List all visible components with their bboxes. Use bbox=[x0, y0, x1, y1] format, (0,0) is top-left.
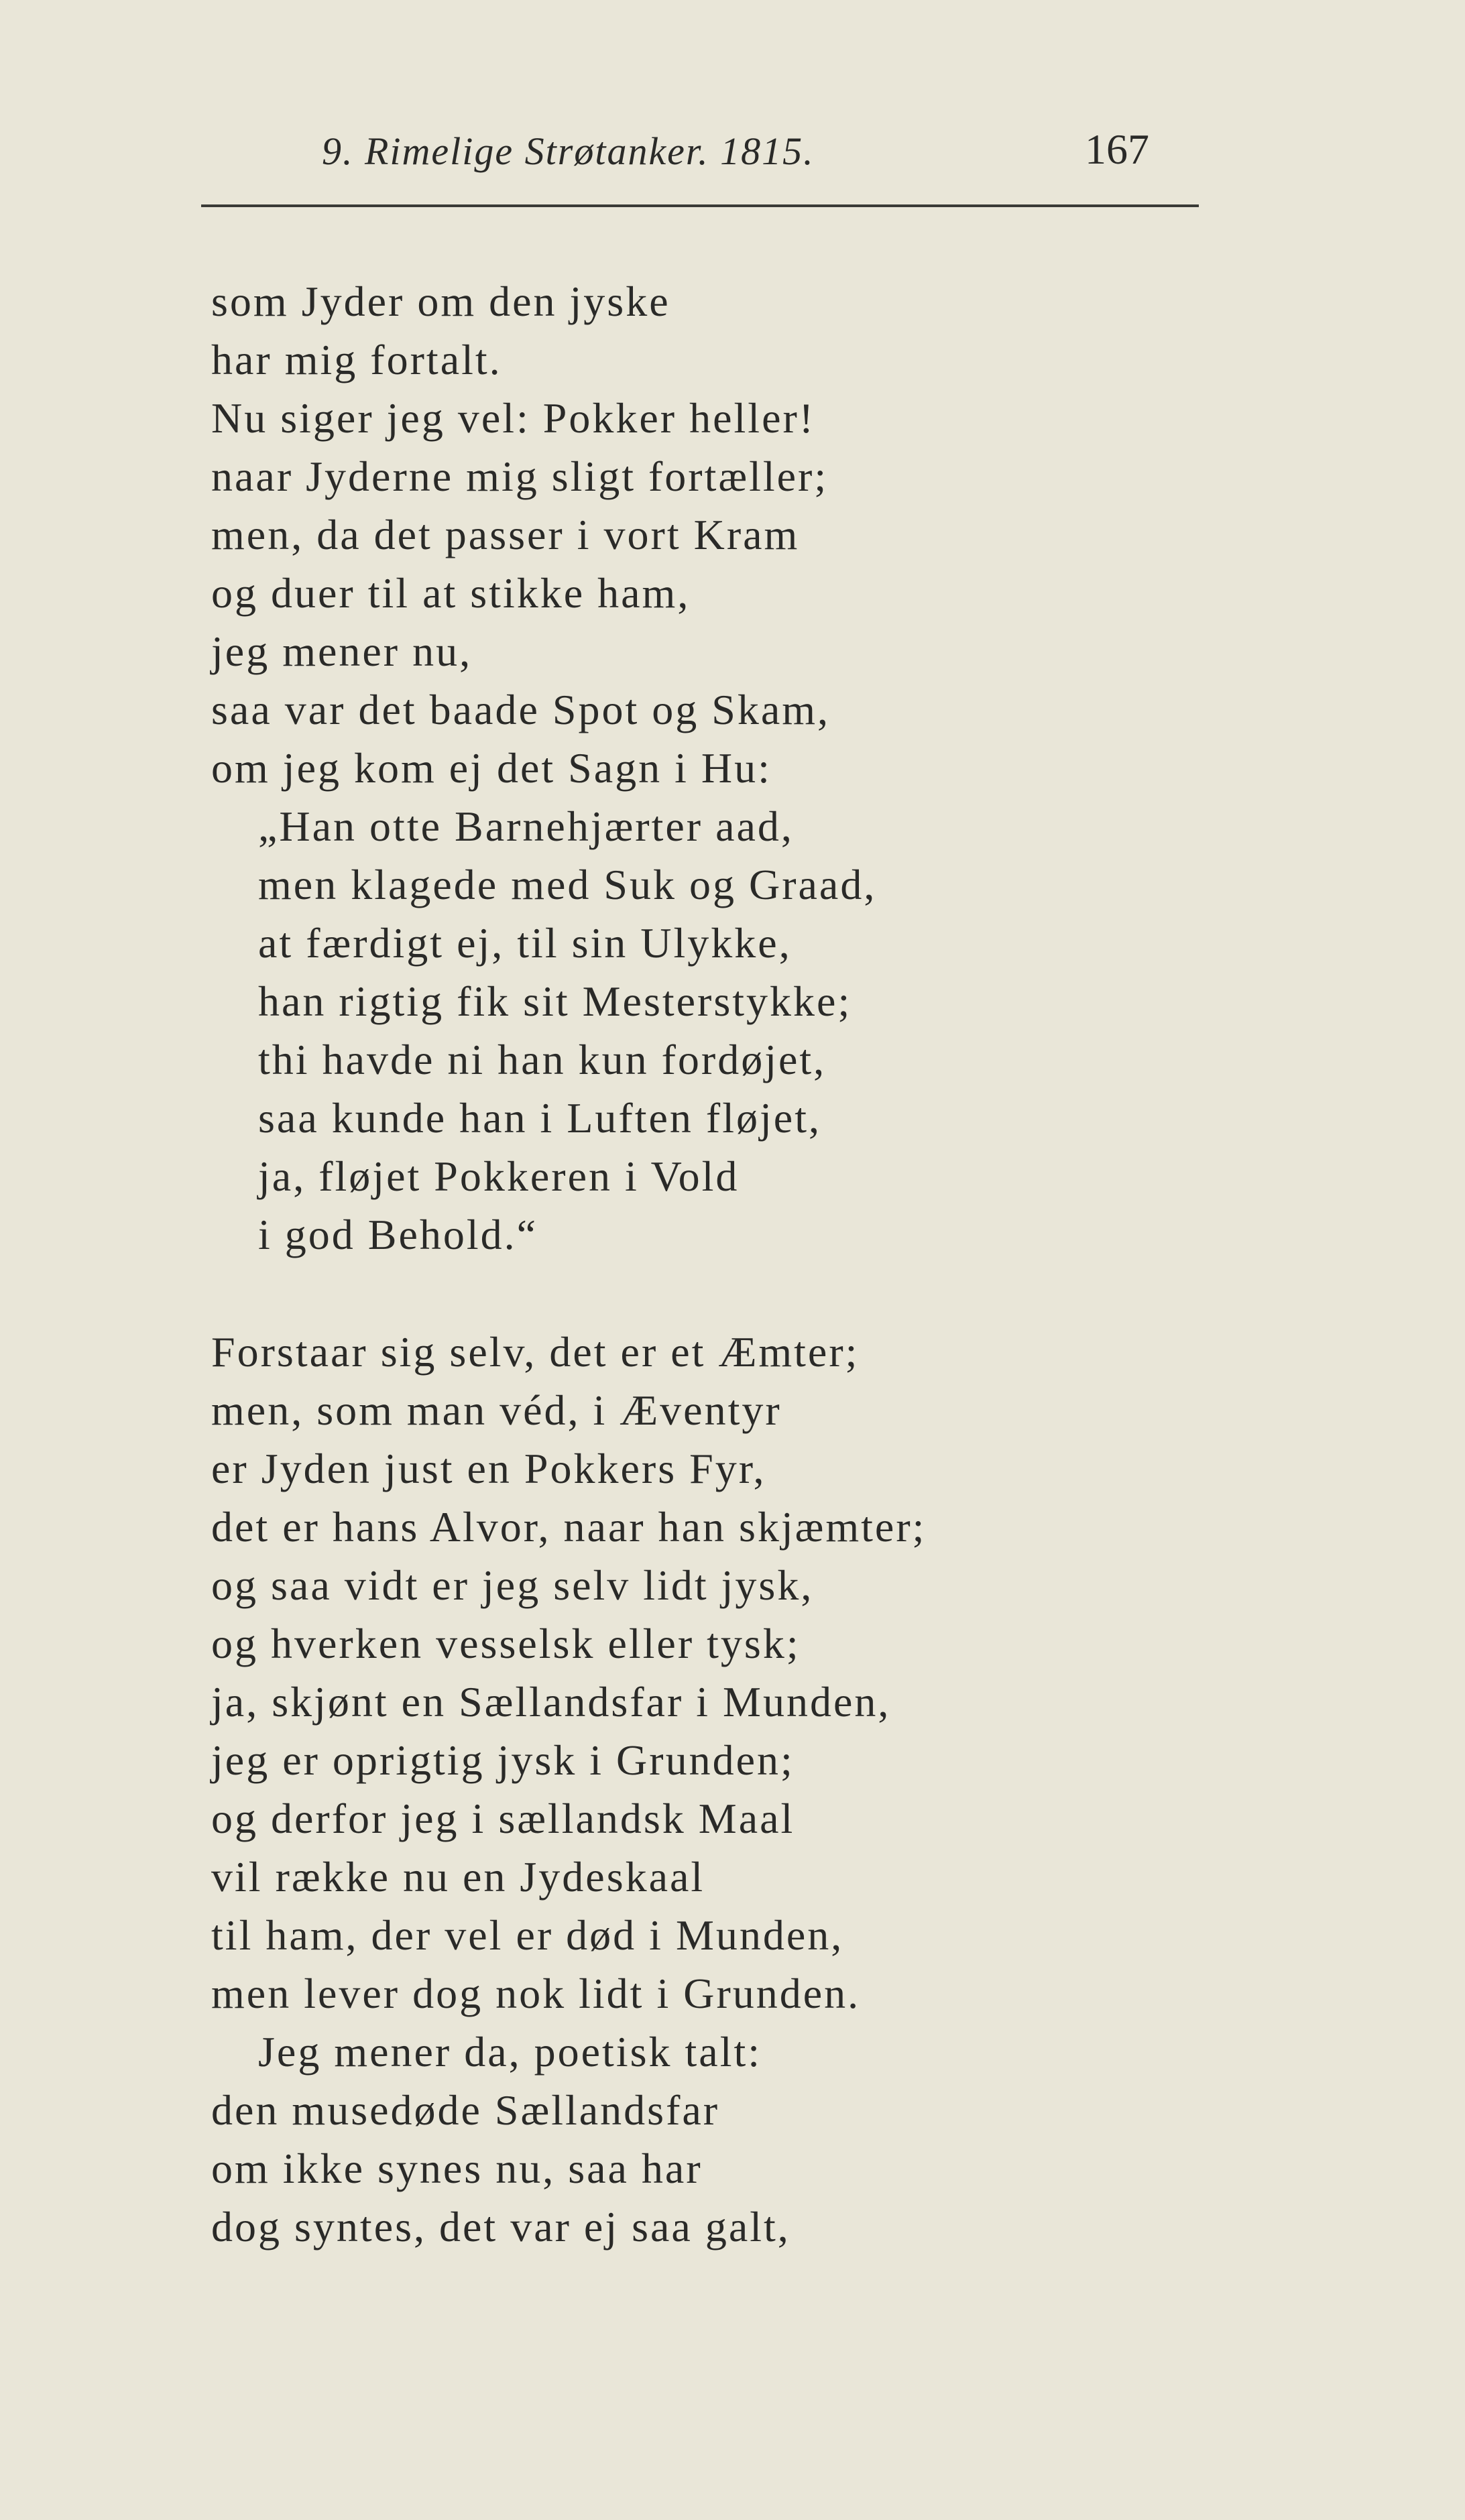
poem-line: Jeg mener da, poetisk talt: bbox=[258, 2028, 762, 2076]
poem-line: har mig fortalt. bbox=[211, 336, 502, 383]
poem-line: som Jyder om den jyske bbox=[211, 278, 670, 325]
poem-line: saa kunde han i Luften fløjet, bbox=[258, 1094, 821, 1142]
poem-line: men, da det passer i vort Kram bbox=[211, 511, 800, 558]
poem-line: saa var det baade Spot og Skam, bbox=[211, 686, 830, 733]
poem-line: „Han otte Barnehjærter aad, bbox=[258, 802, 794, 850]
poem-line: men, som man véd, i Æventyr bbox=[211, 1386, 782, 1434]
header-rule bbox=[201, 204, 1199, 207]
poem-line: den musedøde Sællandsfar bbox=[211, 2086, 720, 2134]
poem-line: men lever dog nok lidt i Grunden. bbox=[211, 1970, 861, 2017]
poem-line: og duer til at stikke ham, bbox=[211, 569, 691, 617]
poem-line: jeg er oprigtig jysk i Grunden; bbox=[211, 1736, 795, 1784]
poem-line: men klagede med Suk og Graad, bbox=[258, 861, 877, 908]
poem-line: vil række nu en Jydeskaal bbox=[211, 1853, 705, 1901]
poem-line: han rigtig fik sit Mesterstykke; bbox=[258, 977, 852, 1025]
poem-line: og derfor jeg i sællandsk Maal bbox=[211, 1795, 795, 1842]
page-number: 167 bbox=[1085, 125, 1149, 173]
poem-line: er Jyden just en Pokkers Fyr, bbox=[211, 1445, 766, 1492]
poem-line: til ham, der vel er død i Munden, bbox=[211, 1911, 844, 1959]
poem-line: det er hans Alvor, naar han skjæmter; bbox=[211, 1503, 927, 1551]
poem-line: jeg mener nu, bbox=[211, 627, 473, 675]
poem-line: og saa vidt er jeg selv lidt jysk, bbox=[211, 1561, 814, 1609]
poem-line: dog syntes, det var ej saa galt, bbox=[211, 2203, 790, 2251]
poem-line: at færdigt ej, til sin Ulykke, bbox=[258, 919, 792, 967]
poem-line: og hverken vesselsk eller tysk; bbox=[211, 1620, 801, 1667]
poem-line: Forstaar sig selv, det er et Æmter; bbox=[211, 1328, 860, 1376]
poem-line: thi havde ni han kun fordøjet, bbox=[258, 1036, 827, 1083]
poem-line: ja, skjønt en Sællandsfar i Munden, bbox=[211, 1678, 891, 1726]
poem-line: Nu siger jeg vel: Pokker heller! bbox=[211, 394, 816, 442]
poem-line: naar Jyderne mig sligt fortæller; bbox=[211, 453, 829, 500]
poem-line: i god Behold.“ bbox=[258, 1211, 538, 1258]
poem-line: om jeg kom ej det Sagn i Hu: bbox=[211, 744, 772, 792]
running-title: 9. Rimelige Strøtanker. 1815. bbox=[322, 129, 815, 173]
poem-line: om ikke synes nu, saa har bbox=[211, 2145, 703, 2192]
poem-line: ja, fløjet Pokkeren i Vold bbox=[258, 1152, 740, 1200]
